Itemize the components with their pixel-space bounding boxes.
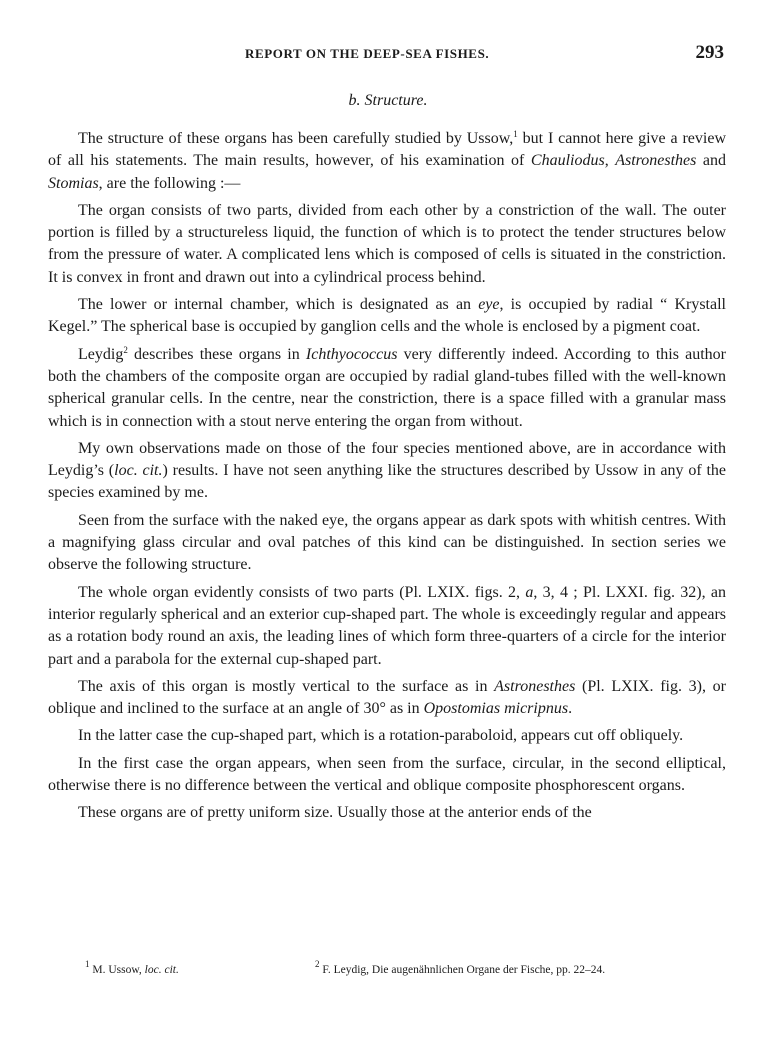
paragraph-11: These organs are of pretty uniform size. Usually those at the anterior ends of the (78, 804, 592, 822)
running-head: REPORT ON THE DEEP-SEA FISHES. (245, 46, 490, 61)
text-run: describes these organs in (127, 345, 306, 363)
paragraph-5 (48, 438, 726, 505)
paragraph-4 (48, 344, 726, 433)
paragraph-3 (48, 294, 726, 339)
paragraph-8 (48, 676, 726, 721)
paragraph-7 (48, 582, 726, 671)
footnote-ref-1: 1 (513, 129, 518, 139)
paragraph-6: Seen from the surface with the naked eye, the organs appear as dark spots with whitish centres. With a magnifying glass circular and oval patches of this kind can be distinguished. In section series we observe the following structure. (48, 511, 726, 574)
body-text (48, 128, 726, 825)
footnote-number: 2 (315, 959, 320, 969)
footnote-number: 1 (85, 959, 90, 969)
text-run: , (604, 152, 616, 170)
text-run: but I cannot here give a review of all his statements. The main results, however, of his examination of (48, 130, 726, 170)
text-run: (Pl. LXIX. fig. 3), or oblique and inclined to the surface at an angle of 30° as in (48, 677, 727, 718)
section-heading: b. Structure. (348, 92, 428, 109)
text-run: My own observations made on those of the four species mentioned above, are in accordance with Leydig’s ( (48, 439, 726, 480)
genus-name: Astronesthes (494, 677, 576, 695)
text-run: . (568, 700, 573, 718)
text-run: ) results. I have not seen anything like the structures described by Ussow in any of the species examined by me. (48, 462, 727, 502)
text-run: The axis of this organ is mostly vertical to the surface as in (78, 677, 495, 695)
text-run: Leydig (78, 345, 124, 363)
citation-abbrev: loc. cit. (114, 462, 163, 480)
citation-abbrev: loc. cit. (144, 964, 179, 976)
footnote-1 (85, 959, 315, 976)
text-run: M. Ussow, (89, 964, 145, 976)
genus-name: Chauliodus (530, 152, 605, 170)
paragraph-2: The organ consists of two parts, divided from each other by a constriction of the wall. The outer portion is filled by a structureless liquid, the function of which is to protect the tender structures below from the pressure of water. A complicated lens which is composed of cells is situated in the constriction. It is convex in front and drawn out into a cylindrical process behind. (48, 201, 726, 286)
footnotes (85, 959, 725, 976)
text-run: , 3, 4 ; Pl. LXXI. fig. 32), an interior regularly spherical and an exterior cup-shaped part. The whole is exceedingly regular and appears as a rotation body round an axis, the leading lines of which form three-quarters of a circle for the interior part and a parabola for the external cup-shaped part. (48, 583, 727, 668)
text-run: , is occupied by radial “ Krystall Kegel.” The spherical base is occupied by ganglion cells and the whole is enclosed by a pigment coat. (48, 296, 726, 336)
genus-name: Astronesthes (615, 152, 697, 170)
text-run: The whole organ evidently consists of two parts (Pl. LXIX. figs. 2, (78, 583, 526, 601)
species-name: Opostomias micripnus (423, 700, 569, 718)
text-run: The lower or internal chamber, which is designated as an (78, 296, 479, 314)
paragraph-10: In the first case the organ appears, when seen from the surface, circular, in the second elliptical, otherwise there is no difference between the vertical and oblique composite phosphorescent organs. (48, 754, 726, 795)
page-number: 293 (695, 42, 724, 63)
text-run: F. Leydig, Die augenähnlichen Organe der Fische, pp. 22–24. (319, 964, 606, 976)
footnote-2 (315, 959, 606, 976)
text-run: The structure of these organs has been carefully studied by Ussow, (78, 130, 514, 147)
text-run: , are the following :— (98, 174, 241, 192)
genus-name: Ichthyococcus (305, 345, 398, 363)
footnote-ref-2: 2 (123, 344, 128, 355)
text-run: very differently indeed. According to this author both the chambers of the composite organ are occupied by radial gland-tubes filled with the well-known spherical granular cells. In the centre, near the constriction, there is a space filled with a granular mass which is in connection with a stout nerve entering the organ from without. (48, 345, 727, 430)
figure-letter: a (525, 583, 534, 601)
genus-name: Stomias (48, 174, 99, 192)
paragraph-9: In the latter case the cup-shaped part, which is a rotation-paraboloid, appears cut off obliquely. (78, 727, 684, 745)
text-run: and (696, 152, 727, 170)
paragraph-1 (48, 128, 726, 195)
italic-term: eye (478, 296, 500, 314)
